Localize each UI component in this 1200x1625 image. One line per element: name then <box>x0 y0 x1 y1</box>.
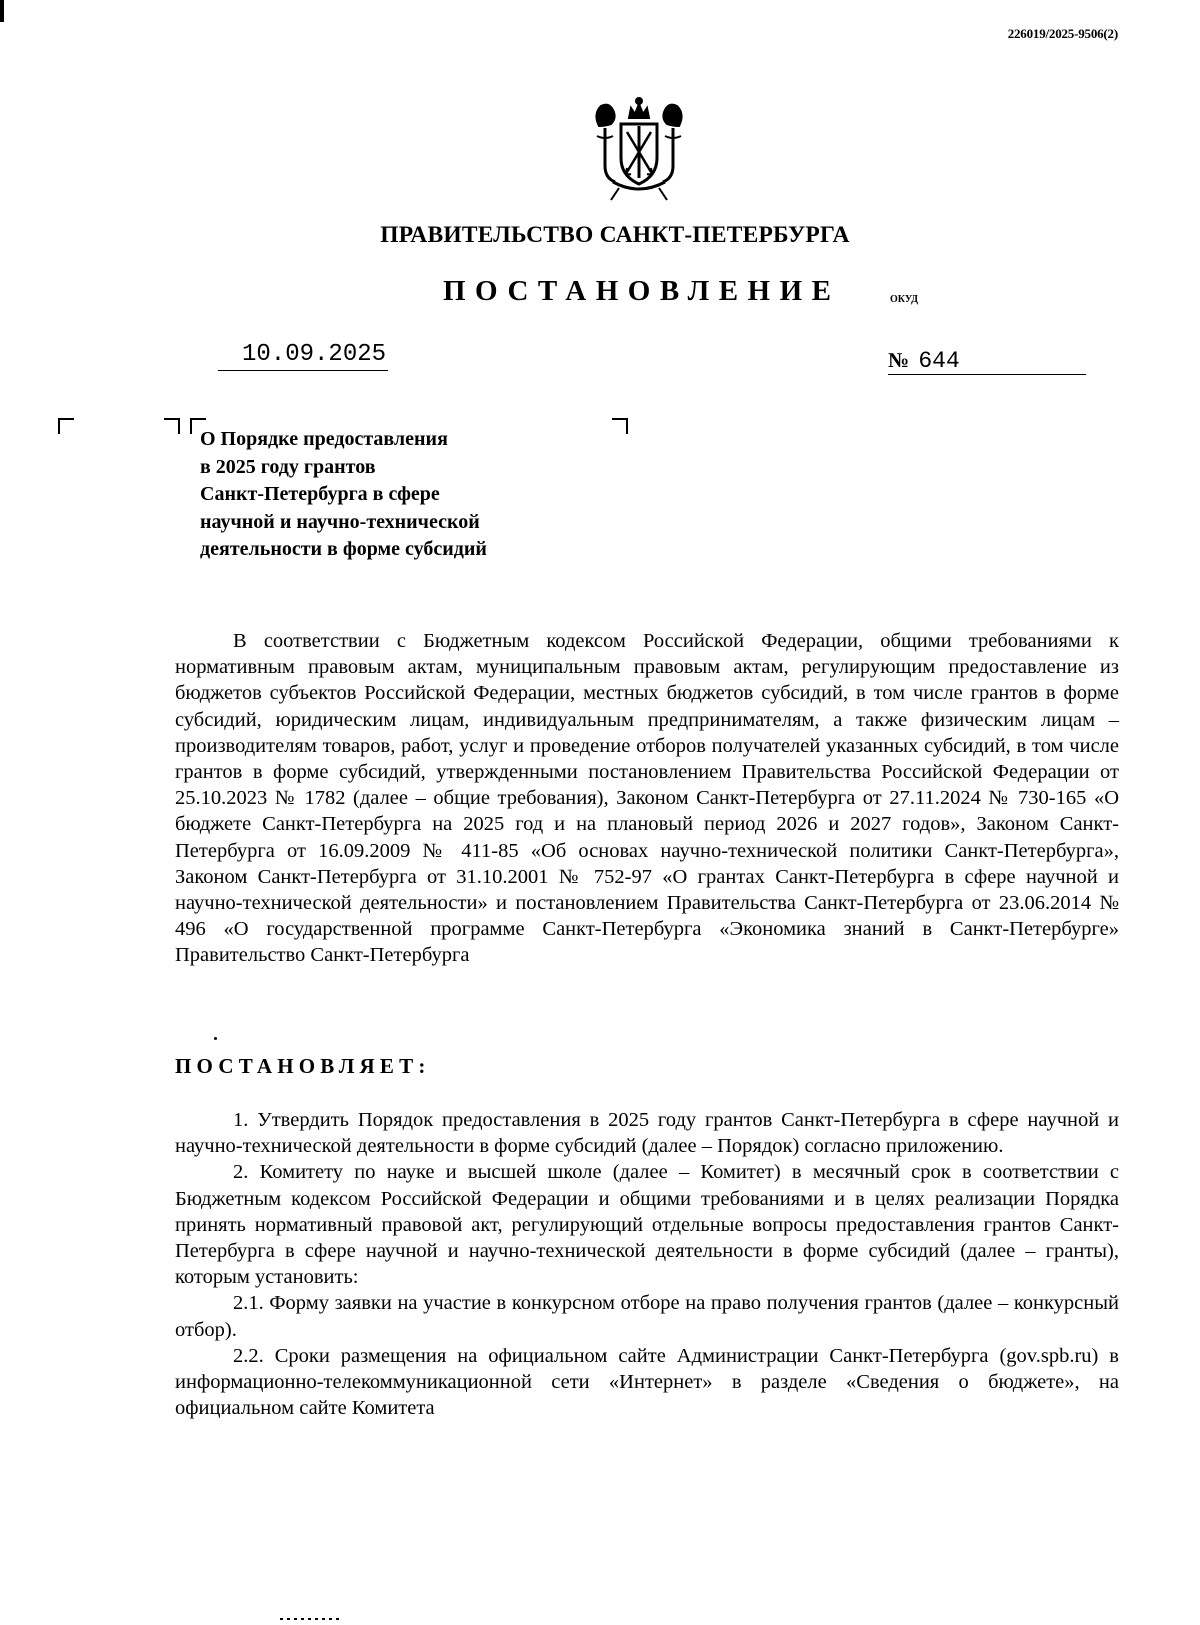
document-date: 10.09.2025 <box>218 340 388 371</box>
subject-line: научной и научно-технической <box>200 510 480 533</box>
number-sign: № <box>888 348 910 372</box>
scan-bottom-mark <box>280 1618 340 1620</box>
registration-number: 226019/2025-9506(2) <box>1007 26 1118 41</box>
document-number <box>888 347 1086 375</box>
okud-label: ОКУД <box>890 294 919 305</box>
decree-item: 1. Утвердить Порядок предоставления в 2025 году грантов Санкт-Петербурга в сфере научной и научно-технической деятельности в форме субсидий (далее – Порядок) согласно приложению. <box>175 1109 1119 1158</box>
government-title: ПРАВИТЕЛЬСТВО САНКТ-ПЕТЕРБУРГА <box>380 222 850 248</box>
decree-items <box>175 1107 1119 1421</box>
preamble-paragraph: В соответствии с Бюджетным кодексом Российской Федерации, общими требованиями к нормативным правовым актам, муниципальным правовым актам, регулирующим предоставление из бюджетов субъектов Российской Федерации, местных бюджетов субсидий, в том числе грантов в форме субсидий, юридическим лицам, индивидуальным предпринимателям, а также физическим лицам – производителям товаров, работ, услуг и проведение отборов получателей указанных субсидий, в том числе грантов в форме субсидий, утвержденными постановлением Правительства Российской Федерации от 25.10.2023 № 1782 (далее – общие требования), Законом Санкт-Петербурга от 27.11.2024 № 730-165 «О бюджете Санкт-Петербурга на 2025 год и на плановый период 2026 и 2027 годов», Законом Санкт-Петербурга от 16.09.2009 № 411-85 «Об основах научно-технической политики Санкт-Петербурга», Законом Санкт-Петербурга от 31.10.2001 № 752-97 «О грантах Санкт-Петербурга в сфере научной и научно-технической деятельности» и постановлением Правительства Санкт-Петербурга от 23.06.2014 № 496 «О государственной программе Санкт-Петербурга «Экономика знаний в Санкт-Петербурге» Правительство Санкт-Петербурга <box>175 630 1119 967</box>
subject-line: деятельности в форме субсидий <box>200 538 487 560</box>
document-type-title: ПОСТАНОВЛЕНИЕ <box>443 275 841 307</box>
subject-line: Санкт-Петербурга в сфере <box>200 483 440 505</box>
subject-line: в 2025 году грантов <box>200 455 376 478</box>
preamble-section <box>175 628 1119 969</box>
spb-coat-of-arms-icon <box>591 96 687 204</box>
subject-line: О Порядке предоставления <box>200 428 448 450</box>
bracket-corner-left <box>58 418 74 434</box>
decree-heading: ПОСТАНОВЛЯЕТ: <box>175 1054 431 1078</box>
decree-item: 2.1. Форму заявки на участие в конкурсном отборе на право получения грантов (далее – конкурсный отбор). <box>175 1292 1119 1341</box>
number-value: 644 <box>918 348 960 374</box>
decree-item: 2. Комитету по науке и высшей школе (далее – Комитет) в месячный срок в соответствии с Бюджетным кодексом Российской Федерации и общими требованиями и в целях реализации Порядка принять нормативный правовой акт, регулирующий отдельные вопросы предоставления грантов Санкт-Петербурга в сфере научной и научно-технической деятельности в форме субсидий (далее – гранты), которым установить: <box>175 1161 1119 1289</box>
bracket-corner-right <box>612 418 628 434</box>
decree-item: 2.2. Сроки размещения на официальном сайте Администрации Санкт-Петербурга (gov.spb.ru) в информационно-телекоммуникационной сети «Интернет» в разделе «Сведения о бюджете», на официальном сайте Комитета <box>175 1344 1119 1420</box>
scan-dot <box>214 1037 217 1040</box>
bracket-corner-mid-right <box>164 418 180 434</box>
document-subject <box>200 426 487 564</box>
scan-edge-mark <box>0 0 4 22</box>
